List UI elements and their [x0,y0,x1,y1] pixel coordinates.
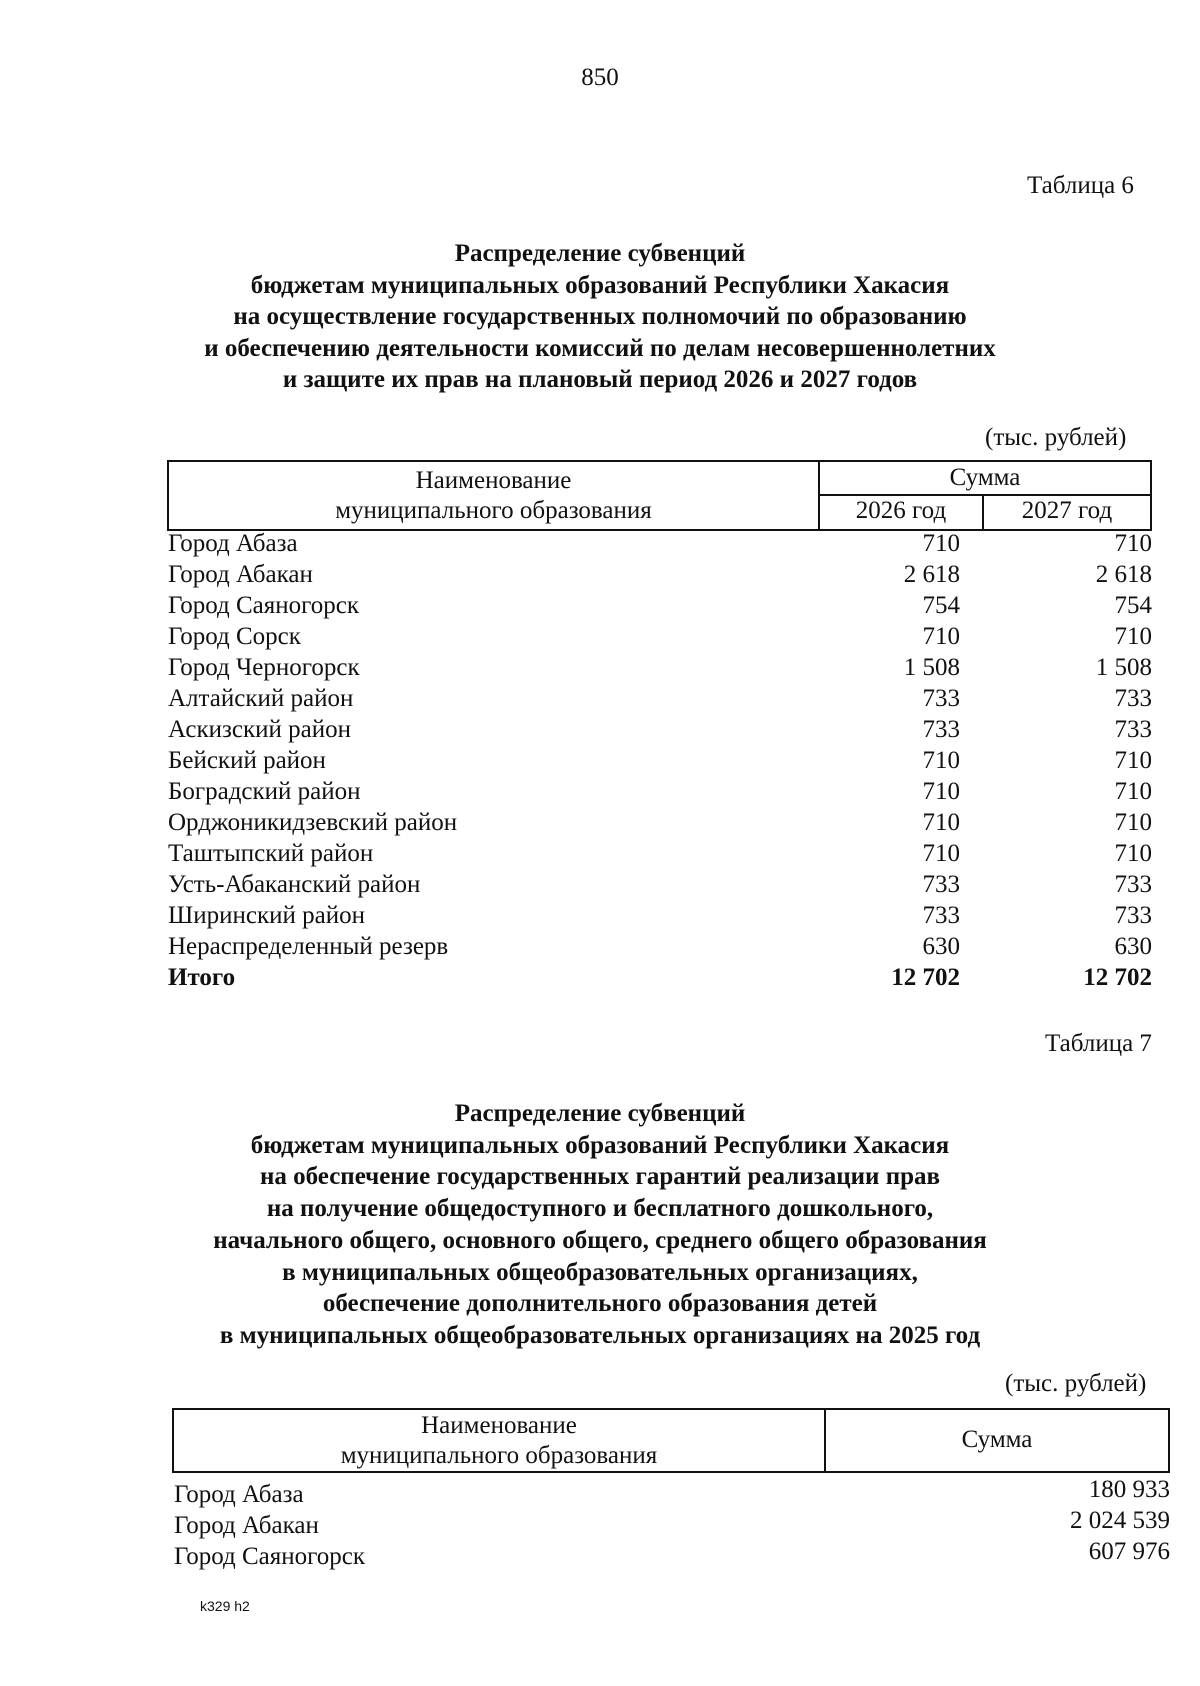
row-value-2027: 710 [1114,747,1152,774]
row-value-2026: 710 [922,778,960,805]
table7-title-line: обеспечение дополнительного образования детей [322,1290,878,1318]
row-name: Ширинский район [168,902,365,929]
row-value-2026: 733 [922,716,960,743]
table7-header-name-line2: муниципального образования [340,1442,658,1469]
row-name: Город Абакан [168,561,313,588]
row-name: Бейский район [168,747,326,774]
table7-title-line: в муниципальных общеобразовательных организациях, [282,1258,918,1286]
table7-title-line: начального общего, основного общего, среднего общего образования [213,1226,987,1254]
table-row [168,747,1152,778]
row-value-2026: 710 [922,840,960,867]
row-name: Алтайский район [168,685,354,712]
table6-title [100,238,1100,396]
table6-label: Таблица 6 [1027,172,1134,199]
table6-title-line: Распределение субвенций [454,240,746,267]
footer-code: k329 h2 [200,1598,250,1614]
row-name: Боградский район [168,778,361,805]
row-value-2026: 754 [922,592,960,619]
table7-title-line: бюджетам муниципальных образований Республики Хакасия [250,1131,950,1159]
total-label: Итого [168,964,236,991]
row-value-2026: 1 508 [903,654,960,681]
table7-label: Таблица 7 [1045,1030,1152,1057]
table7-title-line: Распределение субвенций [454,1100,746,1127]
table7-units: (тыс. рублей) [1005,1370,1147,1397]
row-name: Город Абакан [174,1512,319,1539]
table-row [168,561,1152,592]
row-name: Орджоникидзевский район [168,809,458,836]
table7-title-line: на получение общедоступного и бесплатного дошкольного, [266,1195,934,1223]
table-row [168,592,1152,623]
row-name: Город Саяногорск [168,592,360,619]
row-value: 607 976 [1088,1538,1170,1565]
row-name: Город Саяногорск [174,1543,366,1570]
row-value-2027: 710 [1114,840,1152,867]
table-row [168,809,1152,840]
table7-title [100,1098,1100,1352]
row-value-2027: 2 618 [1095,561,1152,588]
table-row [168,871,1152,902]
row-value-2027: 710 [1114,778,1152,805]
table-row [168,530,1152,561]
table-row [168,840,1152,871]
row-name: Аскизский район [168,716,352,743]
table-row [174,1476,1170,1507]
table-row [168,685,1152,716]
table6-header-name-line1: Наименование [415,467,572,494]
table6-header [167,460,1152,531]
page-number: 850 [581,64,619,91]
row-value-2027: 710 [1114,809,1152,836]
total-value-2027: 12 702 [1083,964,1152,991]
row-value-2026: 710 [922,809,960,836]
row-value-2027: 630 [1114,933,1152,960]
total-value-2026: 12 702 [891,964,960,991]
row-value-2026: 2 618 [903,561,960,588]
row-name: Город Черногорск [168,654,360,681]
table7-header-sum: Сумма [961,1426,1033,1453]
table7-title-line: в муниципальных общеобразовательных организациях на 2025 год [219,1321,981,1349]
table6-title-line: и обеспечению деятельности комиссий по делам несовершеннолетних [204,334,996,362]
row-name: Усть-Абаканский район [168,871,421,898]
table6-header-sum: Сумма [949,464,1021,491]
table-row [168,716,1152,747]
row-value-2027: 710 [1114,623,1152,650]
table6-header-name-line2: муниципального образования [335,497,652,524]
table6-units: (тыс. рублей) [985,424,1127,451]
row-value-2027: 733 [1114,685,1152,712]
table7-title-line: на обеспечение государственных гарантий реализации прав [259,1163,941,1191]
row-name: Город Абаза [174,1481,304,1508]
table-row [174,1507,1170,1538]
row-value-2026: 710 [922,747,960,774]
table7-header-name-line1: Наименование [421,1412,577,1439]
table6-total-row [168,964,1152,995]
row-value-2026: 630 [922,933,960,960]
row-value-2026: 710 [922,623,960,650]
row-value: 2 024 539 [1070,1507,1170,1534]
table-row [168,933,1152,964]
row-value-2027: 733 [1114,871,1152,898]
table6-title-line: на осуществление государственных полномочий по образованию [233,303,967,330]
row-value-2026: 710 [922,530,960,557]
table6-title-line: и защите их прав на плановый период 2026 и 2027 годов [282,366,918,393]
table6-header-year-2026: 2026 год [855,497,947,524]
row-value-2027: 733 [1114,716,1152,743]
row-name: Нераспределенный резерв [168,933,449,960]
table-row [168,654,1152,685]
row-value-2026: 733 [922,871,960,898]
row-value: 180 933 [1088,1476,1170,1503]
table7-header [172,1408,1170,1473]
row-value-2026: 733 [922,902,960,929]
row-name: Город Сорск [168,623,301,650]
row-value-2027: 754 [1114,592,1152,619]
row-value-2027: 1 508 [1095,654,1152,681]
row-value-2027: 710 [1114,530,1152,557]
table-row [168,778,1152,809]
row-value-2026: 733 [922,685,960,712]
row-value-2027: 733 [1114,902,1152,929]
table-row [168,902,1152,933]
table-row [174,1538,1170,1569]
table6-header-year-2027: 2027 год [1021,497,1113,524]
row-name: Город Абаза [168,530,298,557]
table6-title-line: бюджетам муниципальных образований Республики Хакасия [250,271,950,299]
row-name: Таштыпский район [168,840,374,867]
table-row [168,623,1152,654]
